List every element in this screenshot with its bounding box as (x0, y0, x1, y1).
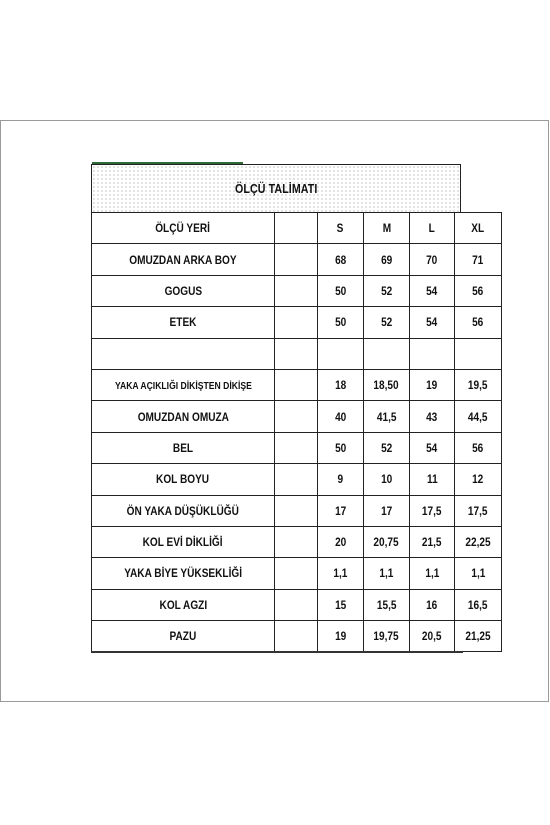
size-value: 16 (426, 597, 438, 612)
size-value: 52 (380, 315, 393, 330)
size-value: 1,1 (379, 566, 394, 581)
size-value: 54 (426, 283, 438, 298)
size-value: 50 (334, 283, 347, 298)
size-value-cell (455, 369, 502, 400)
spacer-cell (275, 307, 318, 338)
size-value: 50 (334, 315, 347, 330)
measurement-label: YAKA AÇIKLIĞI DİKİŞTEN DİKİŞE (114, 380, 252, 393)
table-bottom-border (91, 651, 463, 653)
measurement-label-cell (92, 621, 275, 652)
size-value: 20,5 (422, 629, 442, 644)
size-value: 19,75 (373, 629, 400, 644)
size-value: 56 (472, 283, 484, 298)
header-label-cell (92, 213, 275, 244)
size-value: 19 (426, 378, 438, 393)
size-value-cell (364, 244, 410, 275)
size-value-cell (455, 558, 502, 589)
size-value: 9 (337, 472, 344, 487)
size-value-cell (364, 307, 410, 338)
size-value-cell (455, 621, 502, 652)
spacer-cell (275, 275, 318, 306)
size-value-cell (318, 275, 364, 306)
measurement-label-cell (92, 464, 275, 495)
size-value-cell (410, 369, 455, 400)
measurement-label: OMUZDAN OMUZA (137, 409, 229, 424)
measurement-label: BEL (172, 440, 194, 455)
spacer-cell (275, 244, 318, 275)
size-value-cell (364, 526, 410, 557)
size-value-cell (410, 464, 455, 495)
size-value-cell (410, 401, 455, 432)
size-value-cell (410, 526, 455, 557)
size-header-l: L (410, 213, 455, 244)
size-value-cell (318, 401, 364, 432)
size-value-cell (410, 621, 455, 652)
size-header-m: M (364, 213, 410, 244)
size-value-cell (318, 526, 364, 557)
size-value-cell (364, 338, 410, 369)
table-row (92, 307, 502, 338)
size-value: 70 (426, 252, 438, 267)
spacer-cell (275, 464, 318, 495)
size-header-s: S (318, 213, 364, 244)
size-value: 54 (426, 440, 438, 455)
measurement-label-cell (92, 495, 275, 526)
size-value-cell (410, 432, 455, 463)
spacer-cell (275, 338, 318, 369)
measurement-label-cell (92, 338, 275, 369)
size-value: 52 (380, 440, 393, 455)
measurement-label: KOL AGZI (159, 597, 207, 612)
size-value-cell (410, 589, 455, 620)
table-row (92, 621, 502, 652)
size-value: 19 (334, 629, 347, 644)
measurement-label: ETEK (169, 315, 197, 330)
size-value-cell (318, 432, 364, 463)
size-value-cell (410, 495, 455, 526)
spacer-cell (275, 213, 318, 244)
size-value-cell (364, 432, 410, 463)
table-row (92, 432, 502, 463)
table-row (92, 275, 502, 306)
measurement-label-cell (92, 307, 275, 338)
size-value: 40 (334, 409, 347, 424)
size-value: 1,1 (333, 566, 348, 581)
size-value: 20,75 (373, 535, 400, 550)
size-value: 22,25 (465, 535, 491, 550)
size-table (91, 212, 502, 652)
measurement-label: KOL BOYU (156, 472, 210, 487)
size-value-cell (455, 307, 502, 338)
spacer-cell (275, 558, 318, 589)
size-value: 20 (334, 535, 347, 550)
spacer-cell (275, 495, 318, 526)
size-value: 11 (426, 472, 438, 487)
size-value-cell (455, 401, 502, 432)
size-value: 10 (380, 472, 393, 487)
size-value-cell (364, 589, 410, 620)
size-value: 50 (334, 440, 347, 455)
size-value: 16,5 (468, 597, 488, 612)
measurement-label-cell (92, 244, 275, 275)
spacer-cell (275, 401, 318, 432)
size-value-cell (410, 275, 455, 306)
size-value: 69 (380, 252, 393, 267)
size-value: 19,5 (468, 378, 488, 393)
measurement-label-cell (92, 526, 275, 557)
size-header-xl: XL (455, 213, 502, 244)
size-value: 17,5 (422, 503, 442, 518)
size-value-cell (455, 338, 502, 369)
size-value-cell (318, 369, 364, 400)
size-value-cell (364, 401, 410, 432)
size-value: 1,1 (424, 566, 440, 581)
size-value: 21,25 (465, 629, 491, 644)
size-value: 18 (334, 378, 347, 393)
spacer-cell (275, 589, 318, 620)
size-value: 21,5 (422, 535, 442, 550)
table-row (92, 464, 502, 495)
size-value: 17 (334, 503, 347, 518)
measurement-label-cell (92, 369, 275, 400)
chart-title: ÖLÇÜ TALİMATI (234, 181, 318, 196)
size-value: 18,50 (373, 378, 400, 393)
measurement-label: KOL EVİ DİKLİĞİ (143, 535, 223, 550)
size-value-cell (410, 307, 455, 338)
table-row (92, 338, 502, 369)
size-value-cell (410, 338, 455, 369)
size-value: 44,5 (468, 409, 488, 424)
size-value: 17 (380, 503, 393, 518)
size-value-cell (318, 558, 364, 589)
size-value: 54 (426, 315, 438, 330)
table-row (92, 495, 502, 526)
measurement-label-cell (92, 275, 275, 306)
table-row (92, 369, 502, 400)
size-value-cell (455, 244, 502, 275)
table-row (92, 244, 502, 275)
measurement-label: GOGUS (164, 283, 202, 298)
header-label: ÖLÇÜ YERİ (155, 221, 211, 236)
spacer-cell (275, 432, 318, 463)
size-value-cell (410, 244, 455, 275)
size-value-cell (318, 307, 364, 338)
size-value-cell (318, 464, 364, 495)
size-value: 52 (380, 283, 393, 298)
size-value-cell (410, 558, 455, 589)
size-value: 17,5 (468, 503, 488, 518)
measurement-label: YAKA BİYE YÜKSEKLİĞİ (124, 566, 242, 581)
size-value-cell (455, 495, 502, 526)
size-value: 56 (472, 315, 484, 330)
size-value-cell (364, 275, 410, 306)
size-value-cell (318, 589, 364, 620)
size-value-cell (364, 621, 410, 652)
size-value-cell (318, 244, 364, 275)
size-value-cell (455, 589, 502, 620)
measurement-label-cell (92, 589, 275, 620)
spacer-cell (275, 621, 318, 652)
size-value-cell (364, 369, 410, 400)
size-value-cell (318, 495, 364, 526)
measurement-label: ÖN YAKA DÜŞÜKLÜĞÜ (126, 503, 240, 518)
size-value-cell (318, 338, 364, 369)
size-value: 71 (472, 252, 484, 267)
size-value: 41,5 (376, 409, 397, 424)
size-value: 1,1 (470, 566, 486, 581)
spacer-cell (275, 526, 318, 557)
size-value-cell (318, 621, 364, 652)
table-row (92, 526, 502, 557)
size-value-cell (455, 464, 502, 495)
size-value: 15,5 (376, 597, 397, 612)
measurement-label-cell (92, 558, 275, 589)
size-value-cell (455, 432, 502, 463)
measurement-label-cell (92, 432, 275, 463)
size-value-cell (455, 275, 502, 306)
table-row (92, 558, 502, 589)
measurement-label-cell (92, 401, 275, 432)
size-value: 12 (472, 472, 484, 487)
spacer-cell (275, 369, 318, 400)
measurement-label: PAZU (169, 629, 197, 644)
size-value-cell (364, 464, 410, 495)
header-row (92, 213, 502, 244)
measurement-label: OMUZDAN ARKA BOY (129, 252, 237, 267)
size-value: 56 (472, 440, 484, 455)
size-value-cell (455, 526, 502, 557)
size-value: 43 (426, 409, 438, 424)
size-value-cell (364, 558, 410, 589)
table-row (92, 401, 502, 432)
table-row (92, 589, 502, 620)
chart-title-cell (91, 164, 461, 213)
size-value: 15 (334, 597, 347, 612)
size-value: 68 (334, 252, 347, 267)
size-value-cell (364, 495, 410, 526)
